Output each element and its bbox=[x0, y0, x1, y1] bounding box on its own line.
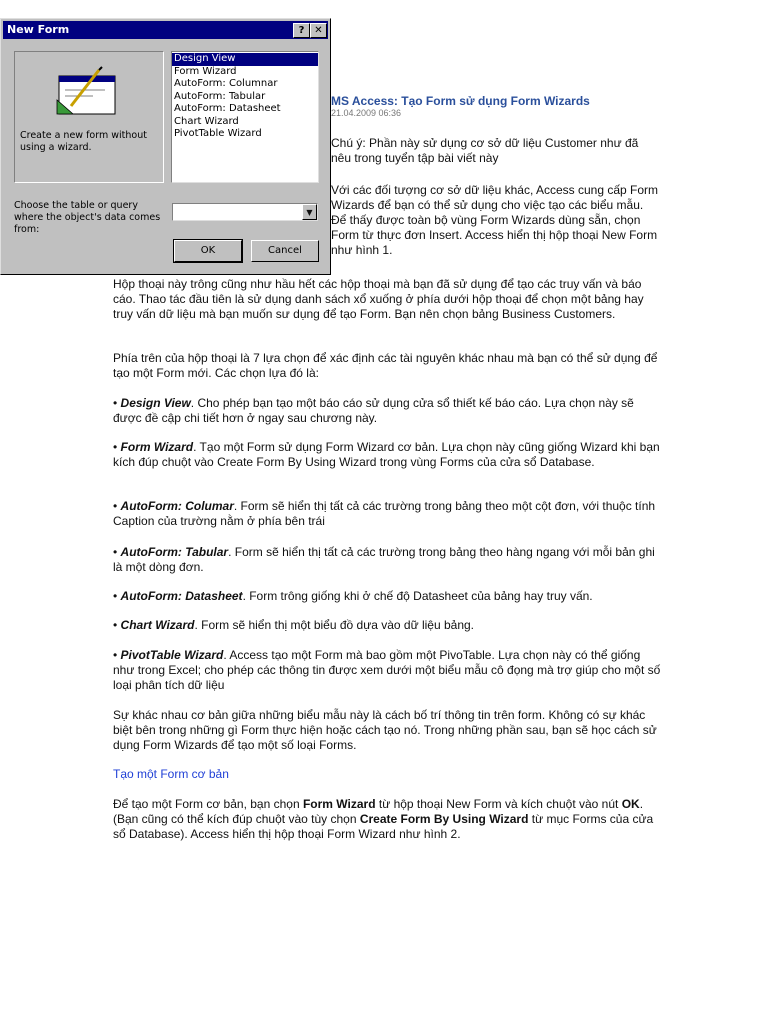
preview-description: Create a new form without using a wizard. bbox=[20, 130, 147, 153]
last-text-1: Để tạo một Form cơ bản, bạn chọn bbox=[113, 797, 303, 811]
article-title[interactable]: MS Access: Tạo Form sử dụng Form Wizards bbox=[331, 94, 590, 108]
section-heading-block bbox=[113, 767, 661, 782]
section-heading: Tạo một Form cơ bản bbox=[113, 767, 229, 781]
bullet-item: • AutoForm: Datasheet. Form trông giống khi ở chế độ Datasheet của bảng hay truy vấn. bbox=[113, 589, 593, 603]
source-combobox[interactable] bbox=[172, 203, 318, 221]
form-type-listbox[interactable] bbox=[171, 51, 319, 183]
option-chart-wizard[interactable]: Chart Wizard bbox=[174, 115, 239, 127]
preview-panel bbox=[14, 51, 164, 183]
last-text-4: từ mục Forms của cửa sổ Database). Access hiển thị hộp thoại Form Wizard như hình 2. bbox=[113, 812, 654, 841]
bullet-term: AutoForm: Datasheet bbox=[120, 589, 243, 603]
cancel-button[interactable]: Cancel bbox=[251, 240, 319, 262]
bullet-item: • Design View. Cho phép bạn tạo một báo cáo sử dụng cửa sổ thiết kế báo cáo. Lựa chọn này sẽ được đề cập chi tiết hơn ở ngay sau chương này. bbox=[113, 396, 634, 425]
option-autoform-columnar[interactable]: AutoForm: Columnar bbox=[174, 78, 278, 89]
last-bold-1: Form Wizard bbox=[302, 797, 376, 811]
bullet-term: PivotTable Wizard bbox=[120, 648, 224, 662]
bullet-text: . Form trông giống khi ở chế độ Datasheet của bảng hay truy vấn. bbox=[242, 589, 593, 603]
option-form-wizard[interactable]: Form Wizard bbox=[174, 65, 237, 77]
last-text-2: từ hộp thoại New Form và kích chuột vào nút bbox=[375, 797, 622, 811]
close-button[interactable]: ✕ bbox=[310, 23, 327, 38]
new-form-dialog bbox=[0, 18, 331, 275]
intro-text: Với các đối tượng cơ sở dữ liệu khác, Access cung cấp Form Wizards để bạn có thể sử dụng cho việc tạo các biểu mẫu. Để thấy được toàn bộ vùng Form Wizards dùng sẵn, chọn Form từ thực đơn Insert. Access hiển thị hộp thoại New Form như hình 1. bbox=[331, 183, 659, 257]
intro-paragraph bbox=[331, 183, 661, 258]
article-header bbox=[331, 94, 661, 119]
paragraph-last bbox=[113, 797, 661, 842]
paragraph-2-text: Phía trên của hộp thoại là 7 lựa chọn để xác định các tài nguyên khác nhau mà bạn có thể sử dụng để tạo một Form mới. Các chọn lựa đó là: bbox=[113, 351, 658, 380]
bullet-text: . Access tạo một Form mà bao gồm một PivoTable. Lựa chọn này có thể giống như trong Excel; cho phép các thông tin được xem dưới một biểu mẫu cô đọng mà trợ giúp cho một số loại phân tích dữ liệu bbox=[113, 648, 661, 692]
paragraph-1-text: Hộp thoại này trông cũng như hầu hết các hộp thoại mà bạn đã sử dụng để tạo các truy vấn và báo cáo. Thao tác đầu tiên là sử dụng danh sách xổ xuống ở phía dưới hộp thoại để chọn một bảng hay truy vấn dữ liệu mà bạn muốn sư dụng để tạo Form. Bạn nên chọn bảng Business Customers. bbox=[113, 277, 644, 321]
bullet-term: AutoForm: Columar bbox=[120, 499, 234, 513]
help-button[interactable]: ? bbox=[293, 23, 310, 38]
design-view-icon bbox=[53, 66, 123, 126]
bullet-item: • Chart Wizard. Form sẽ hiển thị một biểu đồ dựa vào dữ liệu bảng. bbox=[113, 618, 475, 632]
paragraph-3 bbox=[113, 708, 661, 753]
last-text-3: . (Bạn cũng có thể kích đúp chuột vào tùy chọn bbox=[113, 797, 644, 826]
dropdown-arrow-icon[interactable]: ▼ bbox=[302, 204, 317, 220]
option-autoform-tabular[interactable]: AutoForm: Tabular bbox=[174, 90, 266, 102]
bullet-text: . Form sẽ hiển thị tất cả các trường trong bảng theo hàng ngang với mỗi bản ghi là một dòng đơn. bbox=[113, 545, 655, 574]
choose-source-label: Choose the table or query where the object's data comes from: bbox=[14, 200, 161, 235]
note-text: Chú ý: Phần này sử dụng cơ sở dữ liệu Customer như đã nêu trong tuyển tập bài viết này bbox=[331, 136, 639, 165]
bullet-item: • PivotTable Wizard. Access tạo một Form mà bao gồm một PivoTable. Lựa chọn này có thể giống như trong Excel; cho phép các thông tin được xem dưới một biểu mẫu cô đọng mà trợ giúp cho một số loại phân tích dữ liệu bbox=[113, 648, 661, 692]
dialog-titlebar bbox=[3, 21, 328, 39]
last-bold-2: OK bbox=[621, 797, 640, 811]
bullet-item: • AutoForm: Tabular. Form sẽ hiển thị tất cả các trường trong bảng theo hàng ngang với mỗi bản ghi là một dòng đơn. bbox=[113, 545, 655, 574]
note-paragraph bbox=[331, 136, 661, 166]
option-design-view[interactable]: Design View bbox=[172, 53, 318, 66]
last-bold-3: Create Form By Using Wizard bbox=[359, 812, 529, 826]
paragraph-3-text: Sự khác nhau cơ bản giữa những biểu mẫu này là cách bố trí thông tin trên form. Không có sự khác biệt bên trong những gì Form thực hiện hoặc cách tạo nó. Trong những phần sau, bạn sẽ học cách sử dụng Form Wizards để tạo một số loại Forms. bbox=[113, 708, 657, 752]
bullet-term: Form Wizard bbox=[120, 440, 194, 454]
article-date: 21.04.2009 06:36 bbox=[331, 108, 402, 118]
bullet-item: • Form Wizard. Tạo một Form sử dụng Form Wizard cơ bản. Lựa chọn này cũng giống Wizard khi bạn kích đúp chuột vào Create Form By Using Wizard trong vùng Forms của cửa sổ Database. bbox=[113, 440, 660, 469]
paragraph-2 bbox=[113, 351, 661, 381]
option-pivottable-wizard[interactable]: PivotTable Wizard bbox=[174, 128, 262, 139]
ok-button[interactable]: OK bbox=[174, 240, 242, 262]
dialog-title: New Form bbox=[7, 23, 70, 36]
option-autoform-datasheet[interactable]: AutoForm: Datasheet bbox=[174, 103, 281, 114]
bullet-text: . Form sẽ hiển thị một biểu đồ dựa vào dữ liệu bảng. bbox=[194, 618, 475, 632]
bullet-term: Chart Wizard bbox=[120, 618, 195, 632]
bullet-term: AutoForm: Tabular bbox=[120, 545, 229, 559]
bullet-text: . Tạo một Form sử dụng Form Wizard cơ bản. Lựa chọn này cũng giống Wizard khi bạn kích đúp chuột vào Create Form By Using Wizard trong vùng Forms của cửa sổ Database. bbox=[113, 440, 660, 469]
paragraph-1 bbox=[113, 277, 661, 322]
bullet-text: . Form sẽ hiển thị tất cả các trường trong bảng theo một cột đơn, với thuộc tính Caption của trường nằm ở phía bên trái bbox=[113, 499, 656, 528]
bullet-term: Design View bbox=[120, 396, 191, 410]
bullet-item: • AutoForm: Columar. Form sẽ hiển thị tất cả các trường trong bảng theo một cột đơn, với thuộc tính Caption của trường nằm ở phía bên trái bbox=[113, 499, 656, 528]
bullet-text: . Cho phép bạn tạo một báo cáo sử dụng cửa sổ thiết kế báo cáo. Lựa chọn này sẽ được đề cập chi tiết hơn ở ngay sau chương này. bbox=[113, 396, 634, 425]
